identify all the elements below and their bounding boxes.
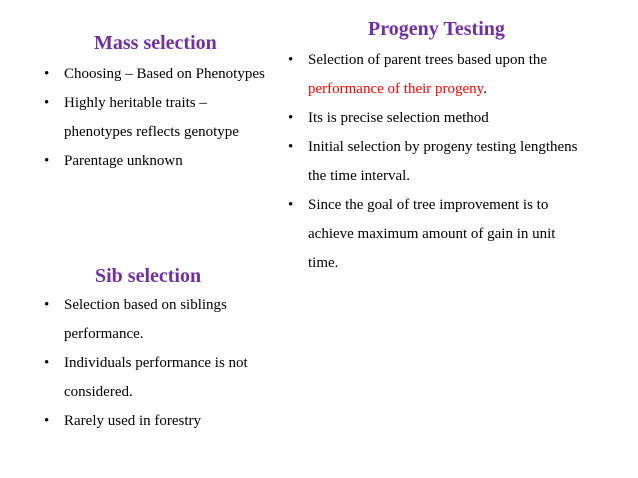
list-item-text: Individuals performance is not considered. xyxy=(64,355,248,400)
list-item-text: Parentage unknown xyxy=(64,153,183,169)
bullet-icon: • xyxy=(44,297,50,313)
list-item-text: Choosing – Based on Phenotypes xyxy=(64,66,265,82)
progeny-testing-list xyxy=(284,46,584,278)
list-item xyxy=(284,133,584,191)
list-item-text: Selection based on siblings performance. xyxy=(64,297,227,342)
bullet-icon: • xyxy=(288,197,294,213)
bullet-icon: • xyxy=(288,139,294,155)
list-item-text-prefix: Selection of parent trees based upon the xyxy=(308,52,548,68)
list-item xyxy=(40,349,272,407)
bullet-icon: • xyxy=(44,355,50,371)
list-item-text: Since the goal of tree improvement is to achieve maximum amount of gain in unit time. xyxy=(308,197,556,271)
progeny-testing-heading: Progeny Testing xyxy=(368,18,505,40)
bullet-icon: • xyxy=(44,66,50,82)
list-item-text: Initial selection by progeny testing lengthens the time interval. xyxy=(308,139,578,184)
bullet-icon: • xyxy=(288,110,294,126)
list-item xyxy=(284,104,584,133)
bullet-icon: • xyxy=(44,153,50,169)
mass-selection-heading: Mass selection xyxy=(94,32,217,54)
highlighted-text: performance of their progeny xyxy=(308,81,484,97)
list-item-text: Rarely used in forestry xyxy=(64,413,202,429)
list-item-text: Its is precise selection method xyxy=(308,110,489,126)
list-item-text-suffix: . xyxy=(483,81,487,97)
list-item xyxy=(40,407,272,436)
list-item xyxy=(40,291,272,349)
list-item xyxy=(40,89,272,147)
list-item xyxy=(284,191,584,278)
list-item xyxy=(40,60,272,89)
sib-selection-list xyxy=(40,291,272,436)
list-item xyxy=(284,46,584,104)
bullet-icon: • xyxy=(288,52,294,68)
bullet-icon: • xyxy=(44,413,50,429)
bullet-icon: • xyxy=(44,95,50,111)
mass-selection-list xyxy=(40,60,272,176)
sib-selection-heading: Sib selection xyxy=(95,265,202,287)
list-item xyxy=(40,147,272,176)
list-item-text: Highly heritable traits – phenotypes reflects genotype xyxy=(64,95,239,140)
